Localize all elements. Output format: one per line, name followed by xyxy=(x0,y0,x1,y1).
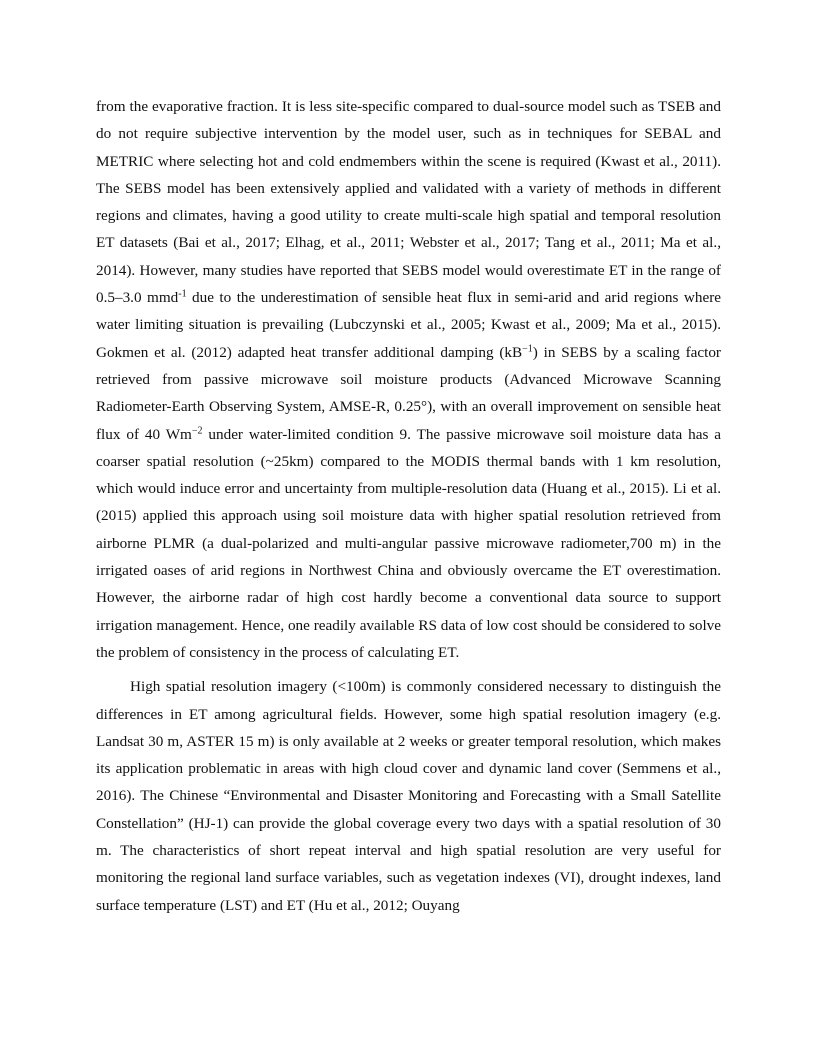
superscript-kb-inverse: −1 xyxy=(522,343,533,355)
paragraph-1 xyxy=(96,93,721,666)
paragraph-1-text-1: from the evaporative fraction. It is less site-specific compared to dual-source model such as TSEB and do not require subjective intervention by the model user, such as in techniques for SEBAL and METRIC where selecting hot and cold endmembers within the scene is required (Kwast et al., 2011). The SEBS model has been extensively applied and validated with a variety of methods in different regions and climates, having a good utility to create multi-scale high spatial and temporal resolution ET datasets (Bai et al., 2017; Elhag, et al., 2011; Webster et al., 2017; Tang et al., 2011; Ma et al., 2014). However, many studies have reported that SEBS model would overestimate ET in the range of 0.5–3.0 mmd xyxy=(96,98,721,307)
paragraph-2-text-1: High spatial resolution imagery (<100m) is commonly considered necessary to distinguish the differences in ET among agricultural fields. However, some high spatial resolution imagery (e.g. Landsat 30 m, ASTER 15 m) is only available at 2 weeks or greater temporal resolution, which makes its application problematic in areas with high cloud cover and dynamic land cover (Semmens et al., 2016). The Chinese “Environmental and Disaster Monitoring and Forecasting with a Small Satellite Constellation” (HJ-1) can provide the global coverage every two days with a spatial resolution of 30 m. The characteristics of short repeat interval and high spatial resolution are very useful for monitoring the regional land surface variables, such as vegetation indexes (VI), drought indexes, land surface temperature (LST) and ET (Hu et al., 2012; Ouyang xyxy=(96,678,721,914)
paragraph-2 xyxy=(96,673,721,919)
paragraph-1-text-3: ) in SEBS by a scaling factor retrieved from passive microwave soil moisture products (Advanced Microwave Scanning Radiometer-Earth Observing System, AMSE-R, 0.25°), with an overall improvement on sensible heat flux of 40 Wm xyxy=(96,343,721,443)
superscript-per-square-meter: −2 xyxy=(191,425,203,437)
superscript-per-day: -1 xyxy=(178,288,187,300)
paragraph-1-text-4: under water-limited condition 9. The passive microwave soil moisture data has a coarser spatial resolution (~25km) compared to the MODIS thermal bands with 1 km resolution, which would induce error and uncertainty from multiple-resolution data (Huang et al., 2015). Li et al. (2015) applied this approach using soil moisture data with higher spatial resolution retrieved from airborne PLMR (a dual-polarized and multi-angular passive microwave radiometer,700 m) in the irrigated oases of arid regions in Northwest China and obviously overcame the ET overestimation. However, the airborne radar of high cost hardly become a conventional data source to support irrigation management. Hence, one readily available RS data of low cost should be considered to solve the problem of consistency in the process of calculating ET. xyxy=(96,425,721,661)
paragraph-1-text-2: due to the underestimation of sensible heat flux in semi-arid and arid regions where water limiting situation is prevailing (Lubczynski et al., 2005; Kwast et al., 2009; Ma et al., 2015). Gokmen et al. (2012) adapted heat transfer additional damping (kB xyxy=(96,289,721,361)
page-body xyxy=(96,93,721,919)
